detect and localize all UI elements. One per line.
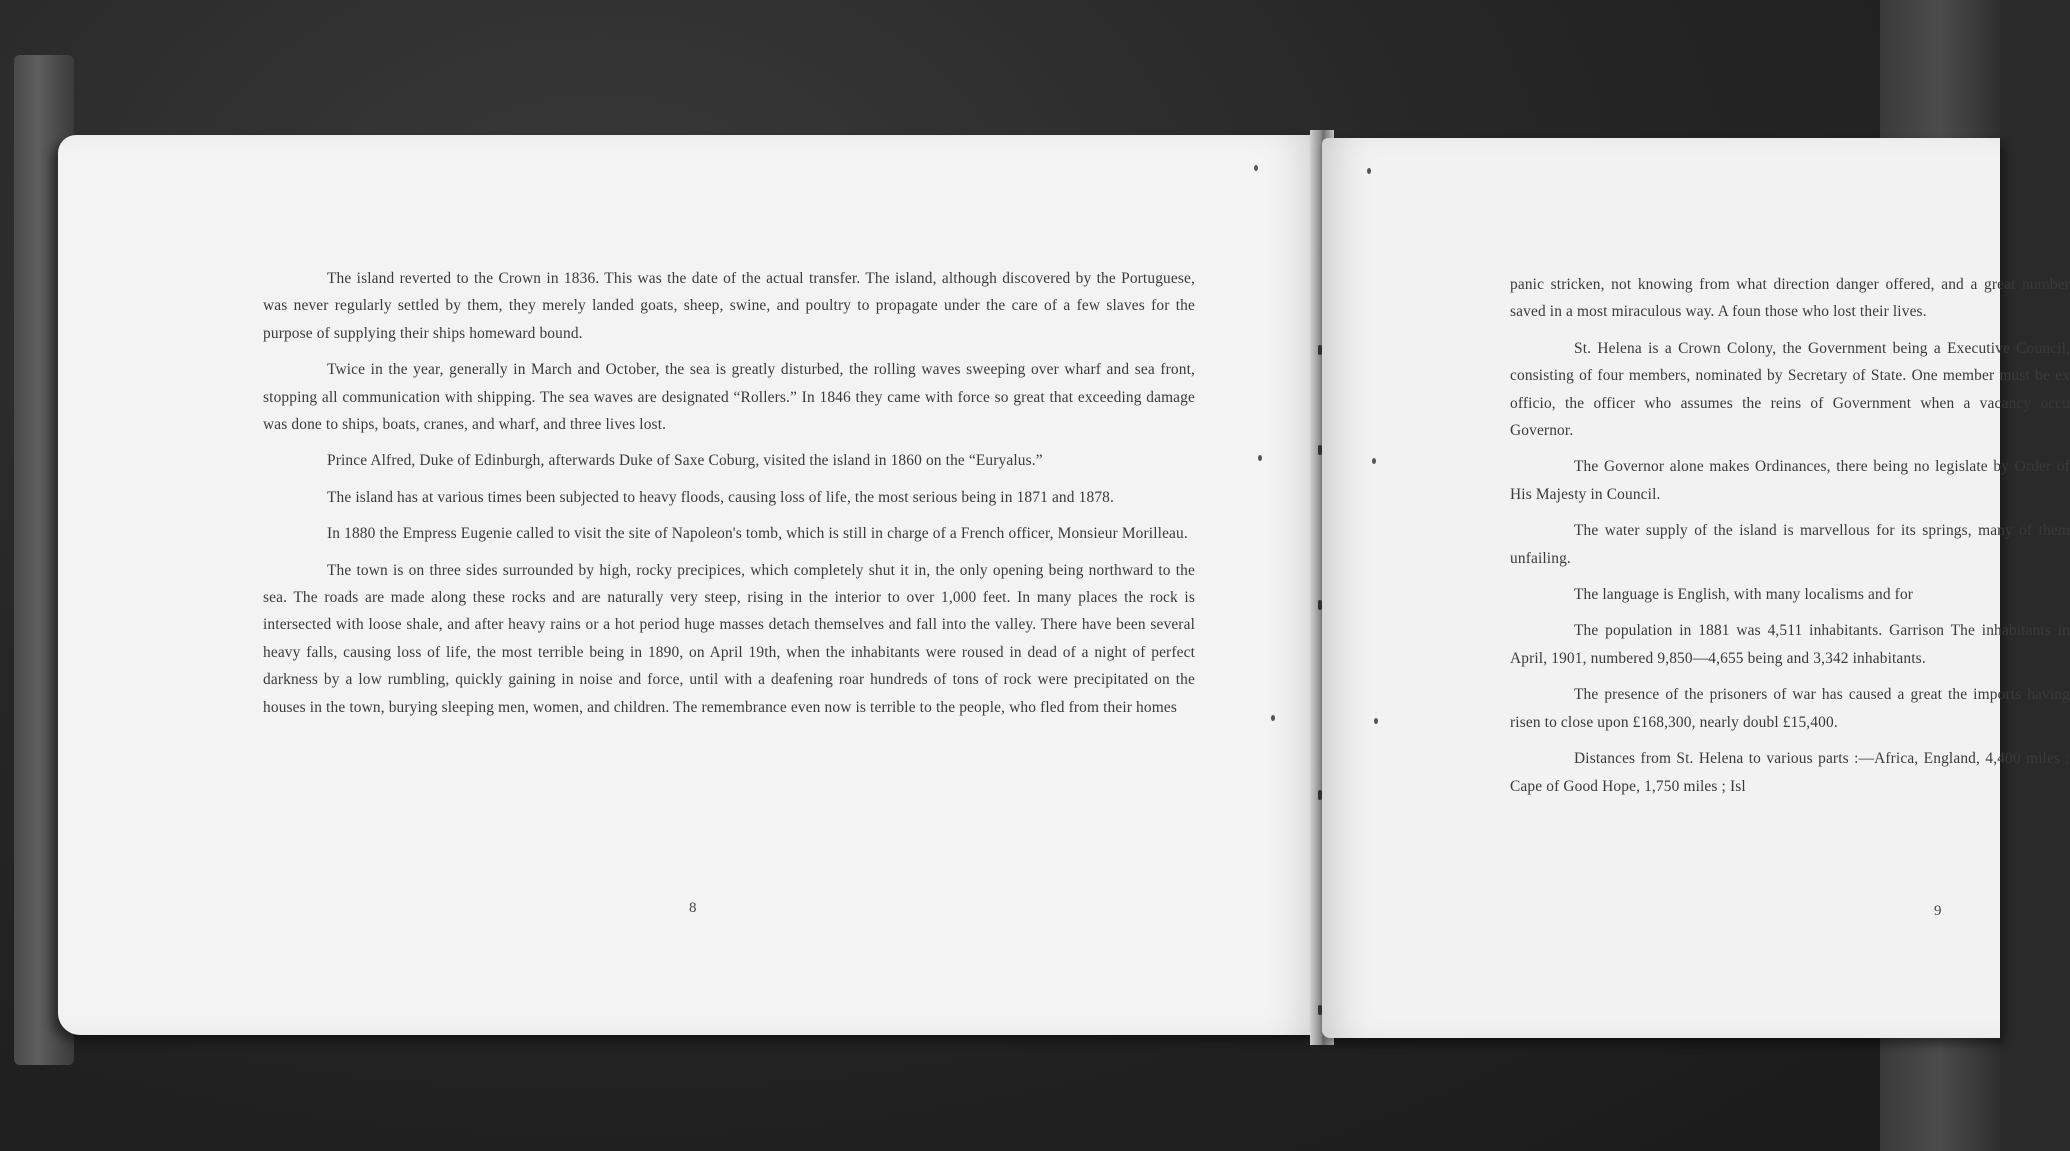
paragraph: Prince Alfred, Duke of Edinburgh, afterwards Duke of Saxe Coburg, visited the island in 1860 on the “Euryalus.”	[327, 452, 1043, 470]
paragraph: panic stricken, not knowing from what direction danger offered, and a great number saved in a most miraculous way. A foun those who lost their lives.	[1510, 276, 2070, 321]
paper-speck	[1258, 455, 1262, 461]
paragraph: Distances from St. Helena to various parts :—Africa, England, 4,400 miles ; Cape of Good Hope, 1,750 miles ; Isl	[1510, 750, 2070, 795]
paragraph: The island reverted to the Crown in 1836. This was the date of the actual transfer. The island, although discovered by the Portuguese, was never regularly settled by them, they merely landed goats, sheep, swine, and poultry to propagate under the care of a few slaves for the purpose of supplying their ships homeward bound.	[263, 270, 1195, 342]
paper-speck	[1254, 165, 1258, 171]
paragraph: The language is English, with many localisms and for	[1574, 586, 1914, 604]
paragraph: The island has at various times been subjected to heavy floods, causing loss of life, the most serious being in 1871 and 1878.	[327, 488, 1115, 506]
paper-speck	[1374, 718, 1378, 724]
page-number: 9	[1934, 903, 1942, 919]
paragraph: Twice in the year, generally in March and October, the sea is greatly disturbed, the rolling waves sweeping over wharf and sea front, stopping all communication with shipping. The sea waves are designated “Rollers.” In 1846 they came with force so great that exceeding damage was done to ships, boats, cranes, and wharf, and three lives lost.	[263, 361, 1195, 434]
right-page-text	[1510, 271, 2070, 809]
left-page-text	[263, 265, 1195, 730]
paper-speck	[1367, 168, 1371, 174]
paragraph: The water supply of the island is marvellous for its springs, many of them unfailing.	[1510, 522, 2070, 567]
right-page	[1322, 138, 2070, 1038]
page-number: 8	[689, 900, 697, 916]
paragraph: The Governor alone makes Ordinances, there being no legislate by Order of His Majesty in Council.	[1510, 458, 2070, 503]
paragraph: In 1880 the Empress Eugenie called to visit the site of Napoleon's tomb, which is still in charge of a French officer, Monsieur Morilleau.	[327, 525, 1188, 543]
paragraph: The town is on three sides surrounded by high, rocky precipices, which completely shut it in, the only opening being northward to the sea. The roads are made along these rocks and are naturally very steep, rising in the interior to over 1,000 feet. In many places the rock is intersected with loose shale, and after heavy rains or a hot period huge masses detach themselves and fall into the valley. There have been several heavy falls, causing loss of life, the most terrible being in 1890, on April 19th, when the inhabitants were roused in dead of a night of perfect darkness by a low rumbling, quickly gaining in noise and force, until with a deafening roar hundreds of tons of rock were precipitated on the houses in the town, burying sleeping men, women, and children. The remembrance even now is terrible to the people, who fled from their homes	[263, 561, 1195, 716]
paragraph: The presence of the prisoners of war has caused a great the imports having risen to close upon £168,300, nearly doubl £15,400.	[1510, 686, 2070, 731]
paper-speck	[1372, 458, 1376, 464]
paper-speck	[1271, 715, 1275, 721]
left-page	[58, 135, 1318, 1035]
paragraph: St. Helena is a Crown Colony, the Government being a Executive Council, consisting of four members, nominated by Secretary of State. One member must be ex officio, the officer who assumes the reins of Government when a vacancy occu Governor.	[1510, 339, 2070, 440]
paragraph: The population in 1881 was 4,511 inhabitants. Garrison The inhabitants in April, 1901, numbered 9,850—4,655 being and 3,342 inhabitants.	[1510, 622, 2070, 667]
